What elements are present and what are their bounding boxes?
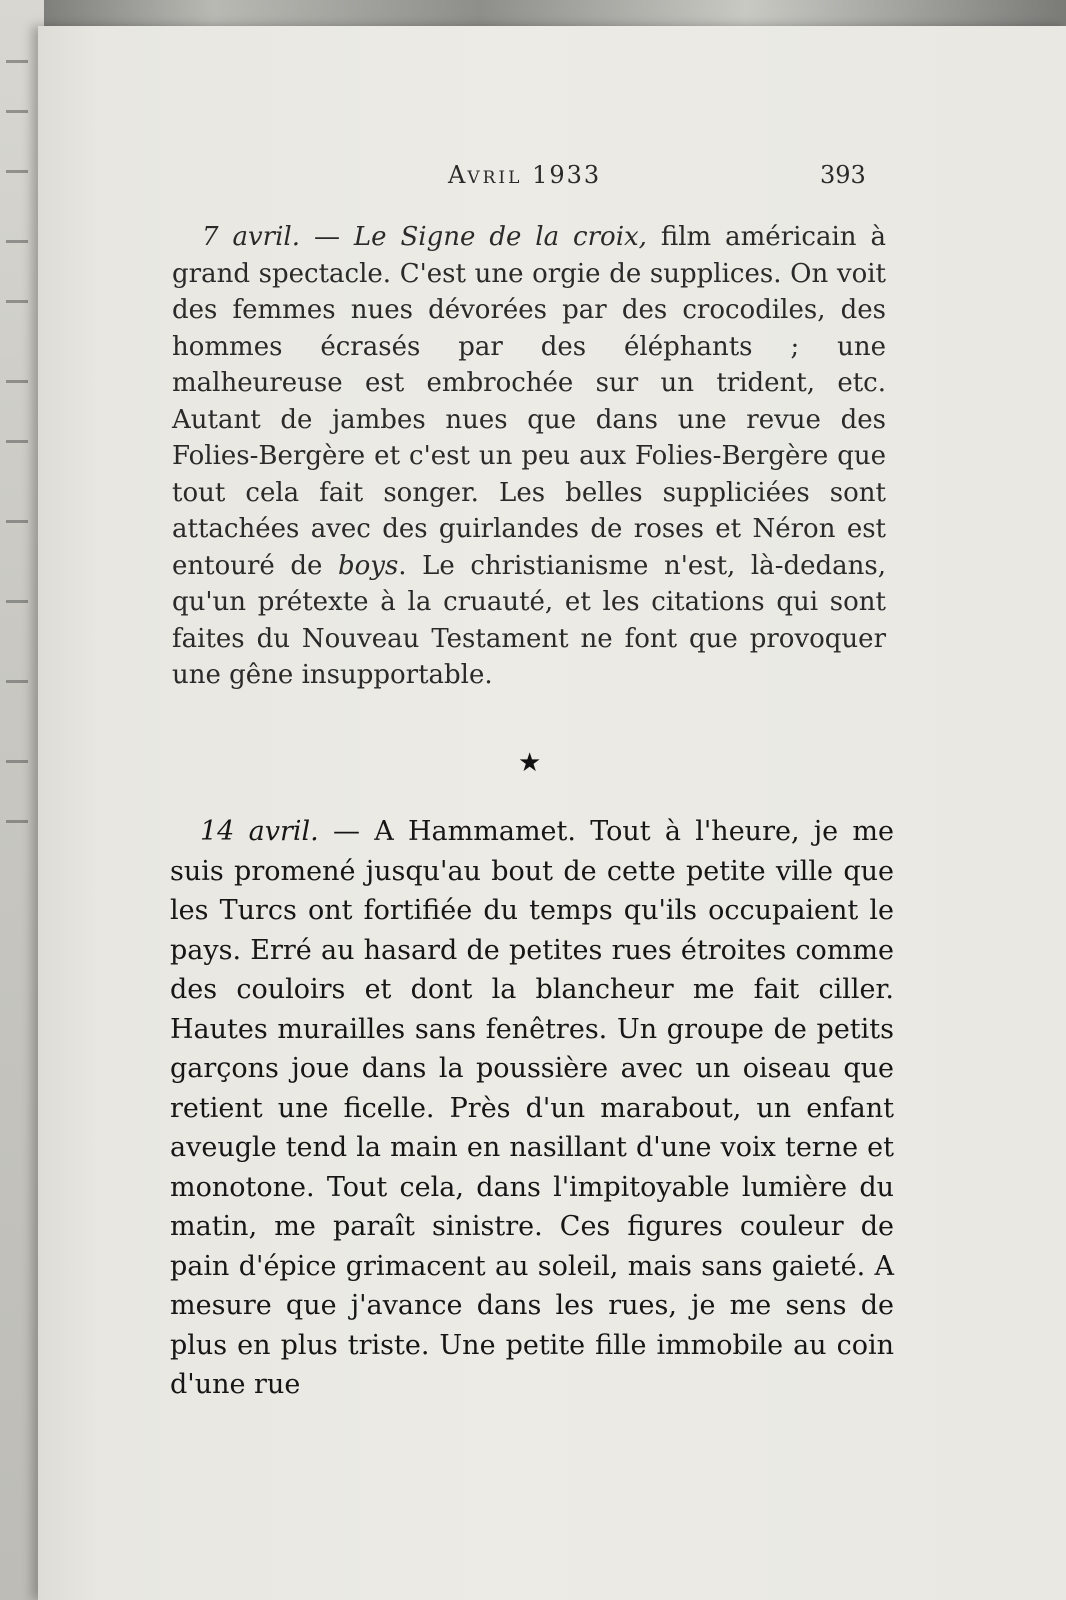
running-head-month: VRIL: [467, 168, 523, 188]
entry-text-part-a: film américain à grand spectacle. C'est une orgie de supplices. On voit des femmes nues dévorées par des crocodiles, des hommes écrasés par des éléphants ; une malheureuse est embrochée sur un trident, etc. Autant de jambes nues que dans une revue des Folies-Bergère et c'est un peu aux Folies-Bergère que tout cela fait songer. Les belles suppliciées sont attachées avec des guirlandes de roses et Néron est entouré de: [172, 222, 886, 581]
entry-word-boys: boys: [337, 550, 399, 581]
running-head: [38, 161, 1066, 201]
entry-text: — A Hammamet. Tout à l'heure, je me suis promené jusqu'au bout de cette petite ville que les Turcs ont fortifiée du temps qu'ils occupaient le pays. Erré au hasard de petites rues étroites comme des couloirs et dont la blancheur me fait ciller. Hautes murailles sans fenêtres. Un groupe de petits garçons joue dans la poussière avec un oiseau que retient une ficelle. Près d'un marabout, un enfant aveugle tend la main en nasillant d'une voix terne et monotone. Tout cela, dans l'impitoyable lumière du matin, me paraît sinistre. Ces figures couleur de pain d'épice grimacent au soleil, mais sans gaieté. A mesure que j'avance dans les rues, je me sens de plus en plus triste. Une petite fille immobile au coin d'une rue: [170, 816, 894, 1400]
journal-entry-april-7: [172, 219, 886, 694]
film-title: Le Signe de la croix,: [353, 222, 647, 252]
entry-paragraph: [172, 219, 886, 694]
running-head-year: 1933: [532, 161, 602, 189]
book-page: [38, 26, 1066, 1600]
entry-text-part-b: . Le christianisme n'est, là-dedans, qu'un prétexte à la cruauté, et les citations qui sont faites du Nouveau Testament ne font que provoquer une gêne insupportable.: [172, 550, 887, 690]
entry-date: 7 avril.: [202, 222, 300, 252]
entry-paragraph: [170, 812, 894, 1405]
entry-dash: —: [300, 222, 354, 252]
entry-date: 14 avril.: [200, 816, 319, 847]
page-number: 393: [820, 161, 866, 189]
running-head-title: [448, 161, 601, 189]
running-head-initial: A: [448, 161, 468, 189]
journal-entry-april-14: [170, 812, 894, 1405]
star-separator: ★: [518, 748, 542, 778]
